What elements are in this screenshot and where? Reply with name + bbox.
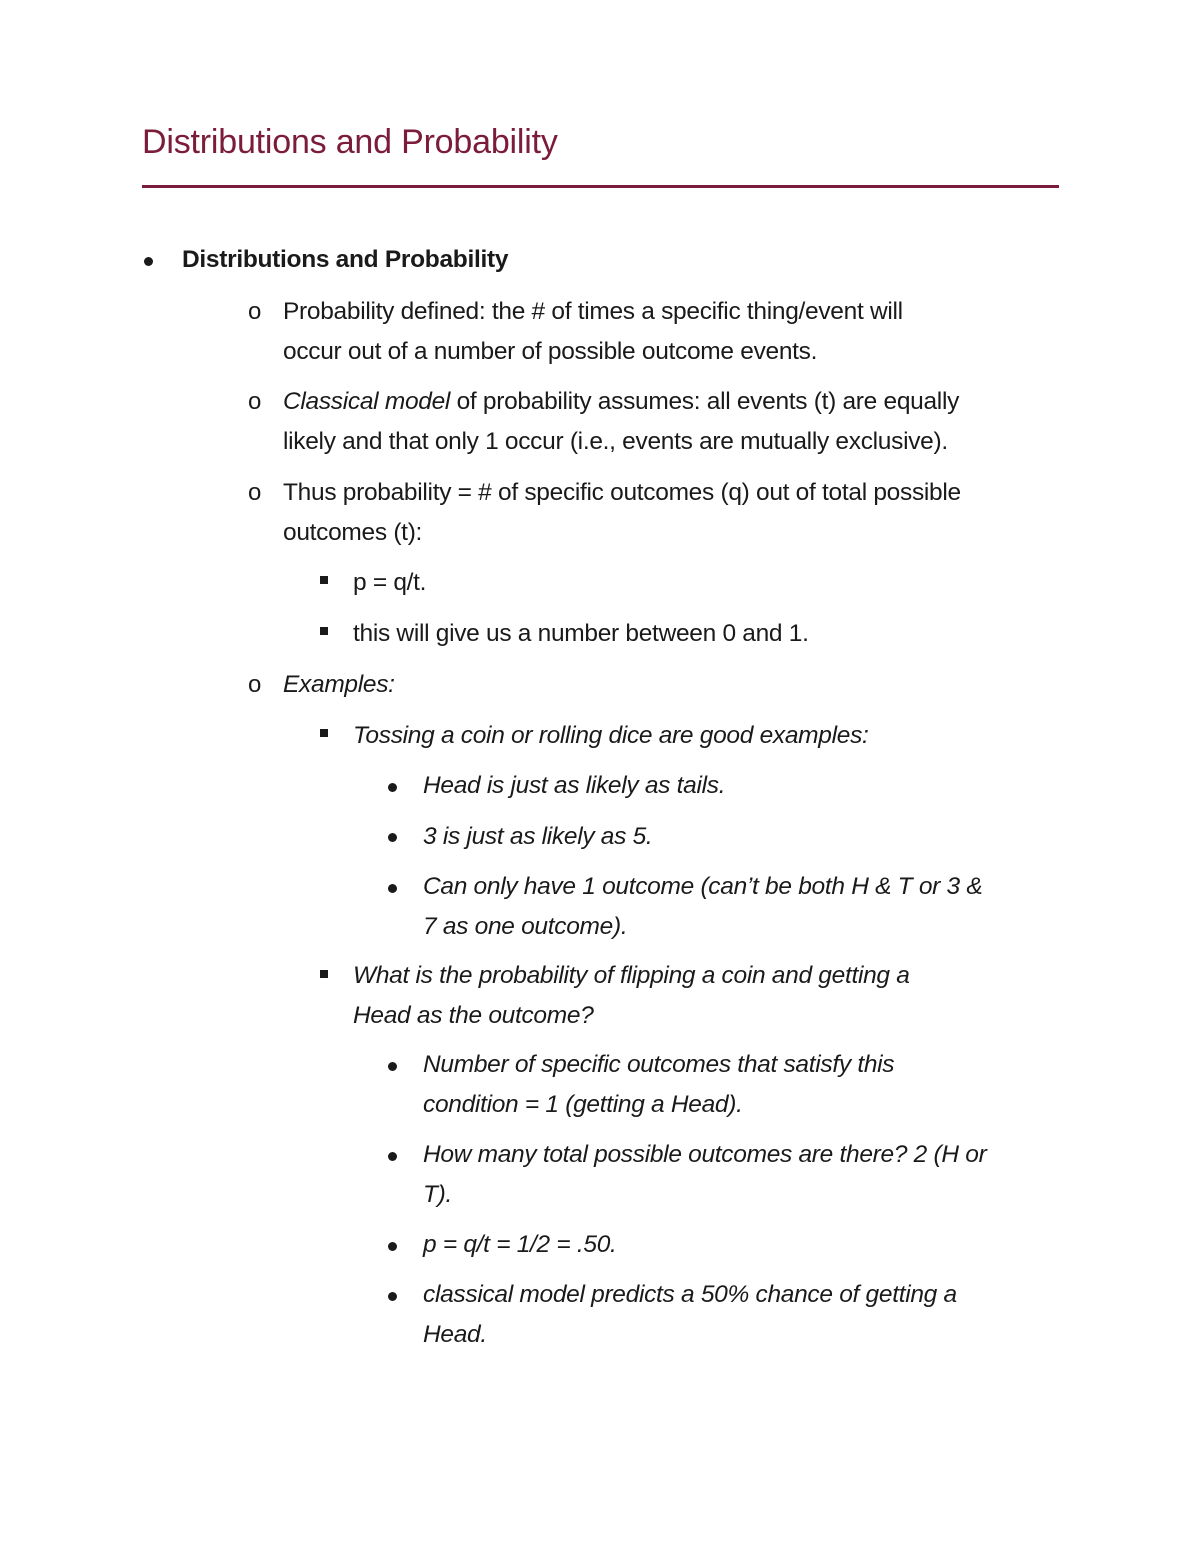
example-line: Head. [423, 1321, 487, 1348]
sub-item-line: p = q/t. [353, 569, 427, 596]
list-item-line: likely and that only 1 occur (i.e., events are mutually exclusive). [283, 428, 948, 455]
list-item-line: outcomes (t): [283, 519, 423, 546]
bullet-dot-icon [388, 833, 397, 842]
sub-item-line: What is the probability of flipping a coin and getting a [353, 962, 910, 989]
circle-bullet-icon: o [248, 479, 262, 506]
bullet-dot-icon [388, 1062, 397, 1071]
bullet-dot-icon [388, 1152, 397, 1161]
section-heading: Distributions and Probability [182, 246, 509, 273]
example-line: p = q/t = 1/2 = .50. [423, 1231, 617, 1258]
example-line: Can only have 1 outcome (can’t be both H & T or 3 & [423, 873, 983, 900]
list-item-line: Probability defined: the # of times a specific thing/event will [283, 298, 903, 325]
document-title: Distributions and Probability [142, 123, 558, 161]
example-line: How many total possible outcomes are there? 2 (H or [423, 1141, 987, 1168]
example-line: Number of specific outcomes that satisfy this [423, 1051, 895, 1078]
bullet-dot-icon [388, 783, 397, 792]
italic-term: Classical model [283, 388, 451, 415]
example-line: 3 is just as likely as 5. [423, 823, 653, 850]
square-bullet-icon [320, 970, 328, 978]
circle-bullet-icon: o [248, 671, 262, 698]
list-item-line [283, 382, 959, 422]
example-line: 7 as one outcome). [423, 913, 628, 940]
list-item-text: of probability assumes: all events (t) are equally [450, 388, 960, 415]
circle-bullet-icon: o [248, 298, 262, 325]
example-line: Head is just as likely as tails. [423, 772, 726, 799]
list-item-line: Thus probability = # of specific outcomes (q) out of total possible [283, 479, 961, 506]
title-divider [142, 185, 1059, 188]
square-bullet-icon [320, 729, 328, 737]
square-bullet-icon [320, 627, 328, 635]
circle-bullet-icon: o [248, 388, 262, 415]
bullet-dot-icon [388, 1242, 397, 1251]
examples-label: Examples: [283, 671, 395, 698]
bullet-dot-icon [388, 884, 397, 893]
sub-item-line: this will give us a number between 0 and 1. [353, 620, 809, 647]
bullet-dot-icon [144, 257, 153, 266]
example-line: T). [423, 1181, 453, 1208]
list-item-line: occur out of a number of possible outcome events. [283, 338, 818, 365]
square-bullet-icon [320, 576, 328, 584]
example-line: classical model predicts a 50% chance of getting a [423, 1281, 957, 1308]
sub-item-line: Head as the outcome? [353, 1002, 594, 1029]
example-line: condition = 1 (getting a Head). [423, 1091, 743, 1118]
bullet-dot-icon [388, 1292, 397, 1301]
sub-item-line: Tossing a coin or rolling dice are good examples: [353, 722, 869, 749]
